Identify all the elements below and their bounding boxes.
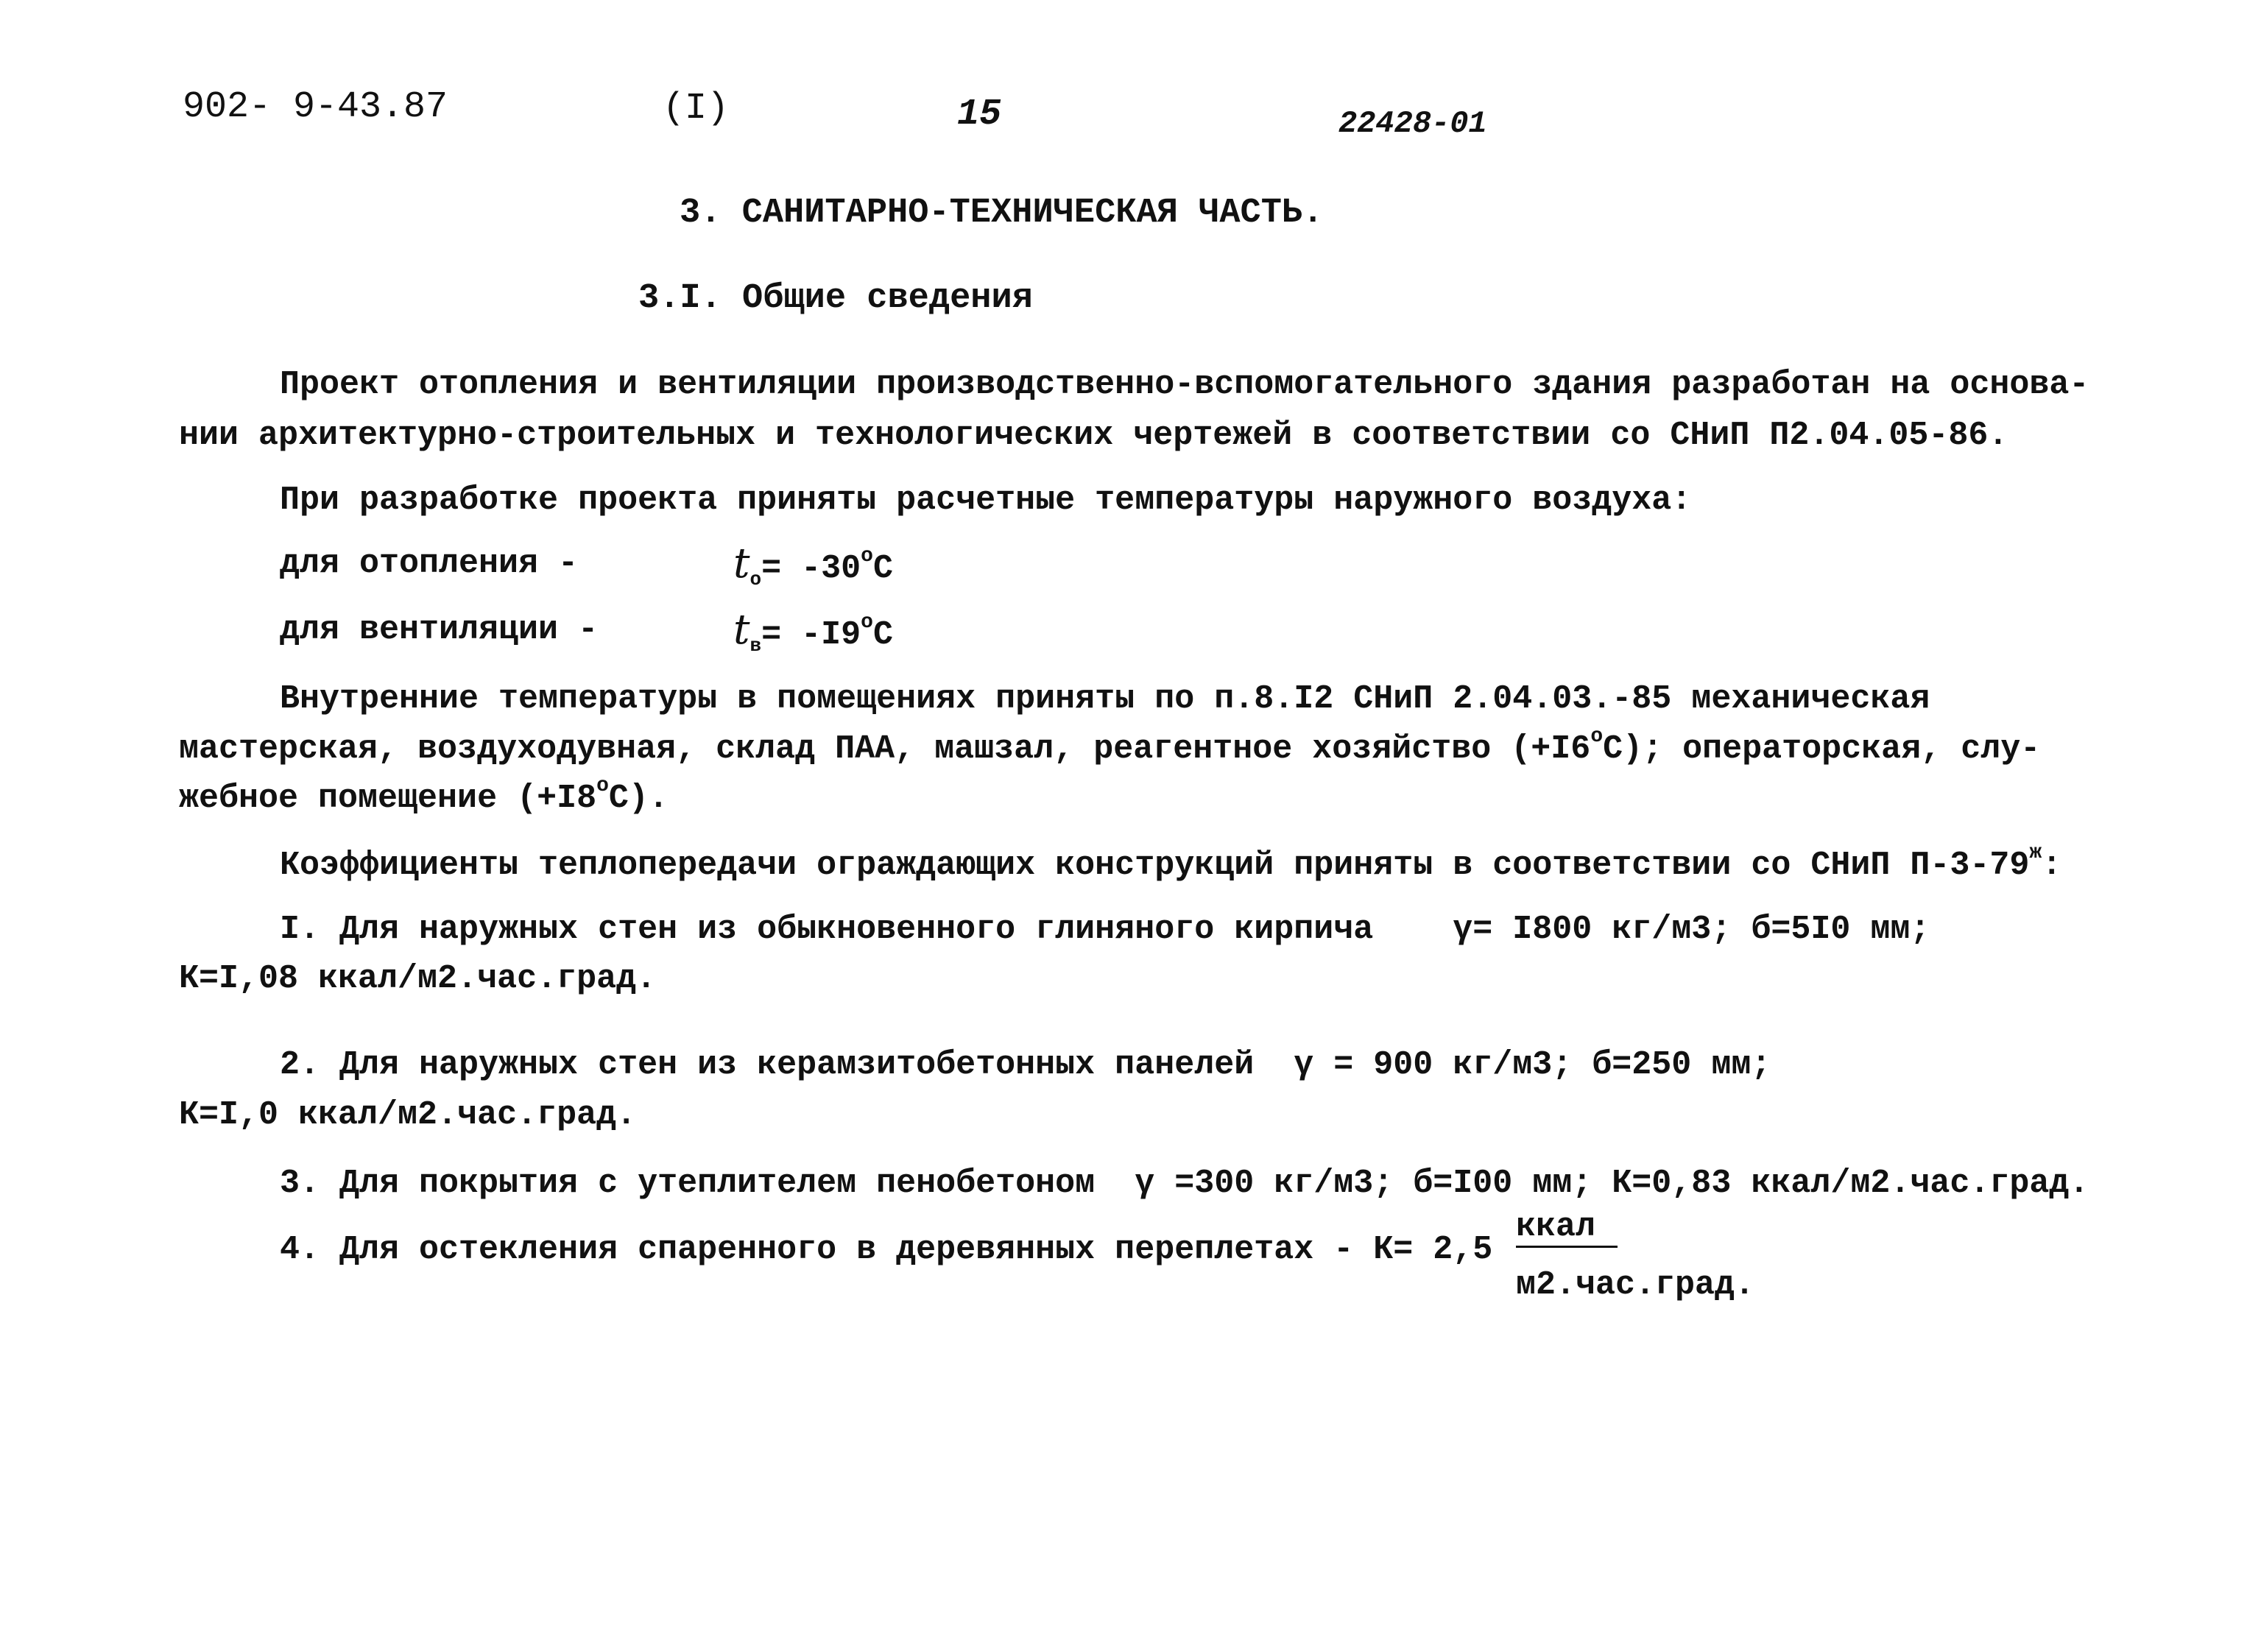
text: С). <box>608 780 669 817</box>
item-4: 4. Для остекления спаренного в деревянных переплетах - К= 2,5 <box>280 1231 1493 1268</box>
item-4-fraction-numerator: ккал <box>1516 1209 1618 1248</box>
item-1-line-1: I. Для наружных стен из обыкновенного глиняного кирпича γ= I800 кг/м3; б=5I0 мм; <box>280 911 1930 948</box>
item-3: 3. Для покрытия с утеплителем пенобетоном γ =300 кг/м3; б=I00 мм; К=0,83 ккал/м2.час.град. <box>280 1165 2089 1202</box>
unit: С <box>872 616 893 654</box>
subscript: о <box>749 568 762 590</box>
degree: о <box>596 774 609 797</box>
text: : <box>2042 847 2062 884</box>
heating-temperature <box>733 540 893 590</box>
ventilation-temperature <box>733 606 893 657</box>
paragraph-3-line-1: Внутренние температуры в помещениях приняты по п.8.I2 СНиП 2.04.03.-85 механическая <box>280 680 1930 718</box>
item-2-line-1: 2. Для наружных стен из керамзитобетонных панелей γ = 900 кг/м3; б=250 мм; <box>280 1046 1771 1084</box>
text: Коэффициенты теплопередачи ограждающих конструкций приняты в соответствии со СНиП П-3-79 <box>280 847 2030 884</box>
degree: о <box>861 611 873 634</box>
superscript: ж <box>2029 841 2042 864</box>
degree: о <box>861 545 873 568</box>
paragraph-1-line-2: нии архитектурно-строительных и технологических чертежей в соответствии со СНиП П2.04.05-86. <box>179 417 2008 454</box>
text: жебное помещение (+I8 <box>179 780 597 817</box>
t-symbol: t <box>733 606 750 654</box>
unit: С <box>872 550 893 587</box>
degree: о <box>1590 725 1604 748</box>
paragraph-2: При разработке проекта приняты расчетные температуры наружного воздуха: <box>280 481 1692 519</box>
section-title: 3. САНИТАРНО-ТЕХНИЧЕСКАЯ ЧАСТЬ. <box>680 194 1324 233</box>
document-code: 902- 9-43.87 <box>183 86 448 128</box>
paragraph-1-line-1: Проект отопления и вентиляции производственно-вспомогательного здания разработан на основа- <box>280 366 2089 403</box>
item-2-line-2: К=I,0 ккал/м2.час.град. <box>179 1096 637 1134</box>
paragraph-3-line-2 <box>179 725 2041 770</box>
subsection-title: 3.I. Общие сведения <box>638 279 1033 318</box>
value: = -30 <box>761 550 861 587</box>
paragraph-3-line-3 <box>179 774 669 819</box>
heating-label: для отопления - <box>280 545 579 582</box>
inventory-number: 22428-01 <box>1338 106 1487 141</box>
page-number: 15 <box>957 93 1002 135</box>
item-4-fraction-denominator: м2.час.град. <box>1516 1266 1755 1304</box>
t-symbol: t <box>733 540 750 587</box>
paragraph-4 <box>280 841 2062 886</box>
subscript: в <box>749 635 762 657</box>
ventilation-label: для вентиляции - <box>280 611 599 649</box>
volume-number: (I) <box>663 88 730 130</box>
item-1-line-2: К=I,08 ккал/м2.час.град. <box>179 960 657 998</box>
text: С); операторская, слу- <box>1603 730 2041 768</box>
text: мастерская, воздуходувная, склад ПАА, машзал, реагентное хозяйство (+I6 <box>179 730 1591 768</box>
value: = -I9 <box>761 616 861 654</box>
